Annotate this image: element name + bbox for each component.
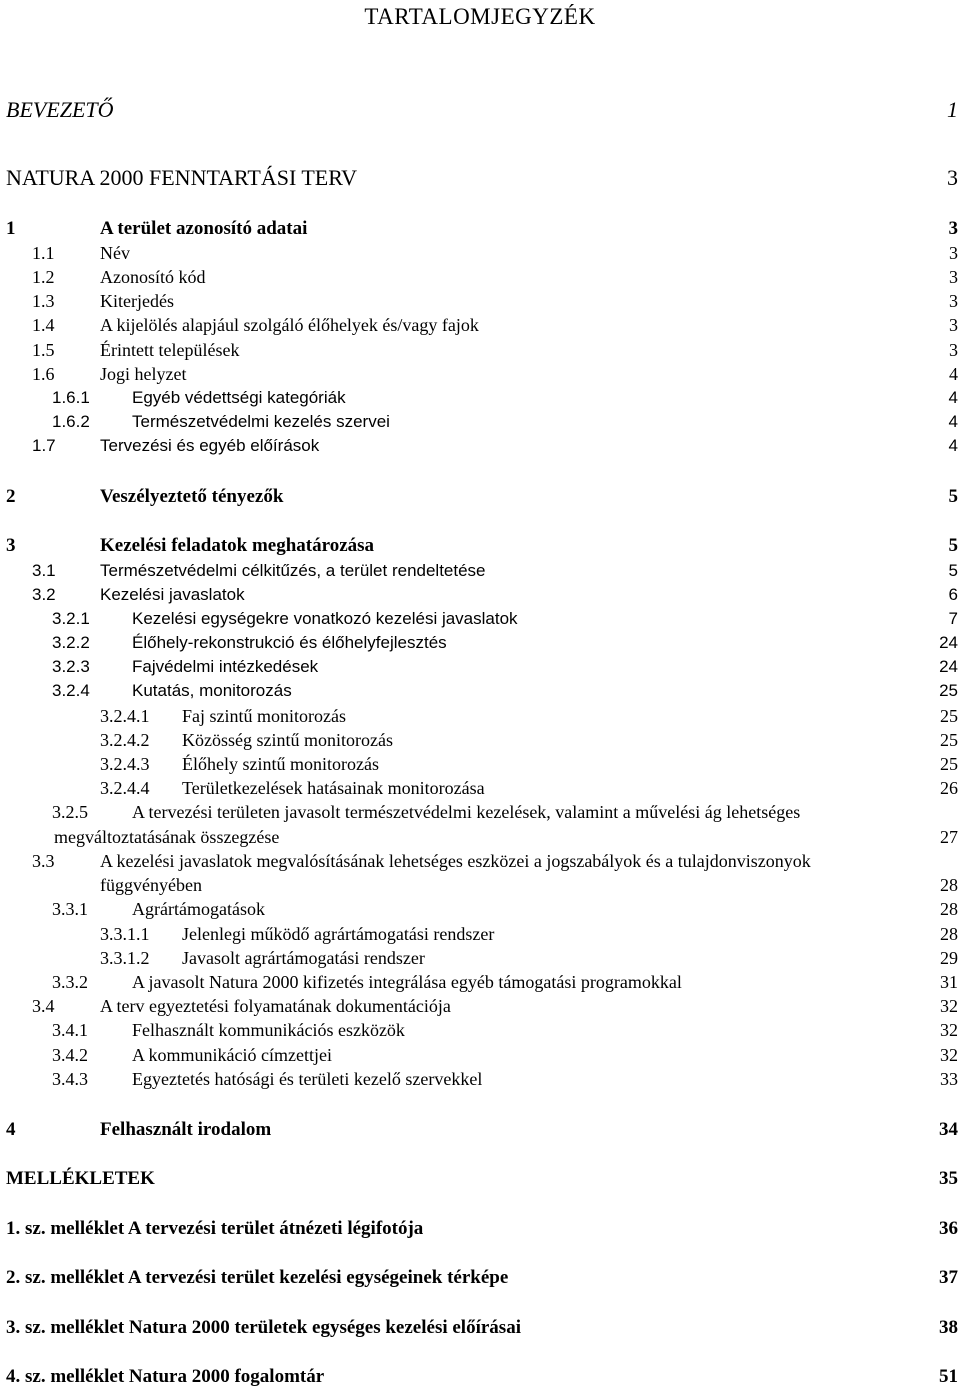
toc-entry-title: BEVEZETŐ <box>6 97 114 122</box>
toc-entry[interactable] <box>0 994 960 1018</box>
toc-entry[interactable] <box>0 631 960 655</box>
toc-entry[interactable] <box>0 946 960 970</box>
toc-entry-number: 1.6.2 <box>52 412 90 431</box>
toc-entry-title: Kiterjedés <box>100 291 174 311</box>
toc-entry-number: 3.3.2 <box>52 972 88 992</box>
toc-entry-page-number: 3 <box>949 291 958 311</box>
toc-entry-page-number: 33 <box>940 1069 958 1089</box>
toc-entry-title: függvényében <box>100 875 202 895</box>
toc-entry-page-number: 4 <box>948 412 958 431</box>
toc-entry-number: 2 <box>6 486 16 507</box>
toc-entry-number: 3.3.1.1 <box>100 924 150 944</box>
toc-entry-title: Veszélyeztető tényezők <box>100 486 284 507</box>
toc-entry-page-number: 29 <box>940 948 958 968</box>
toc-entry[interactable] <box>0 873 960 897</box>
toc-entry-title: 1. sz. melléklet A tervezési terület átnézeti légifotója <box>6 1218 424 1239</box>
toc-entry[interactable] <box>0 289 960 313</box>
toc-entry[interactable] <box>0 825 960 849</box>
toc-entry-title: A kijelölés alapjául szolgáló élőhelyek és/vagy fajok <box>100 315 479 335</box>
toc-entry[interactable] <box>0 728 960 752</box>
toc-entry-page-number: 5 <box>948 561 958 580</box>
toc-entry-title: Természetvédelmi célkitűzés, a terület rendeltetése <box>100 561 486 580</box>
toc-entry[interactable] <box>0 217 960 241</box>
toc-entry-number: 1.1 <box>32 243 55 263</box>
toc-entry-title: MELLÉKLETEK <box>6 1168 155 1189</box>
toc-entry-title: Területkezelések hatásainak monitorozása <box>182 778 485 798</box>
toc-entry[interactable] <box>0 752 960 776</box>
toc-entry-page-number: 24 <box>939 633 958 652</box>
toc-entry-title: Közösség szintű monitorozás <box>182 730 393 750</box>
toc-entry-number: 3.2.4.3 <box>100 754 150 774</box>
toc-entry-page-number: 28 <box>940 924 958 944</box>
toc-entry-title: Egyéb védettségi kategóriák <box>132 388 346 407</box>
toc-entry-number: 1 <box>6 218 16 239</box>
toc-entry-title: Felhasznált irodalom <box>100 1119 272 1140</box>
toc-entry-page-number: 3 <box>949 267 958 287</box>
toc-entry-number: 1.2 <box>32 267 55 287</box>
toc-entry-page-number: 3 <box>947 165 958 190</box>
toc-entry-page-number: 3 <box>949 243 958 263</box>
toc-entry-number: 3.2.4.1 <box>100 706 150 726</box>
toc-entry-number: 3.2 <box>32 585 56 604</box>
toc-entry-number: 3.4.2 <box>52 1045 88 1065</box>
toc-entry-title: A kezelési javaslatok megvalósításának lehetséges eszközei a jogszabályok és a tulajdonviszonyok <box>100 851 811 871</box>
toc-entry[interactable] <box>0 1018 960 1042</box>
toc-entry[interactable] <box>0 338 960 362</box>
toc-entry-title: Agrártámogatások <box>132 899 265 919</box>
toc-entry-number: 3.3 <box>32 851 55 871</box>
toc-entry-page-number: 4 <box>948 388 958 407</box>
toc-entry-number: 1.3 <box>32 291 55 311</box>
toc-entry-page-number: 3 <box>948 218 958 239</box>
toc-entry-page-number: 5 <box>948 535 958 556</box>
toc-entry[interactable] <box>0 607 960 631</box>
toc-entry[interactable] <box>0 313 960 337</box>
toc-entry-page-number: 1 <box>947 97 958 122</box>
toc-entry-title: Élőhely szintű monitorozás <box>182 754 379 774</box>
toc-entry-number: 3.4 <box>32 996 55 1016</box>
toc-entry-page-number: 37 <box>939 1267 958 1288</box>
toc-entry-number: 3.1 <box>32 561 56 580</box>
toc-entry[interactable] <box>0 1365 960 1389</box>
toc-entry[interactable] <box>0 1043 960 1067</box>
toc-entry-number: 3.2.1 <box>52 609 90 628</box>
toc-entry[interactable] <box>0 704 960 728</box>
toc-entry-page-number: 7 <box>948 609 958 628</box>
toc-entry-number: 3.2.5 <box>52 802 88 822</box>
toc-entry-title: A kommunikáció címzettjei <box>132 1045 332 1065</box>
toc-entry-number: 3.2.4.2 <box>100 730 150 750</box>
toc-entry-page-number: 6 <box>948 585 958 604</box>
toc-entry-title: Felhasznált kommunikációs eszközök <box>132 1020 405 1040</box>
toc-entry[interactable] <box>0 776 960 800</box>
toc-entry[interactable] <box>0 922 960 946</box>
toc-entry-title: A terv egyeztetési folyamatának dokumentációja <box>100 996 451 1016</box>
toc-entry-number: 4 <box>6 1119 16 1140</box>
toc-entry-page-number: 24 <box>939 657 958 676</box>
toc-entry-page-number: 31 <box>940 972 958 992</box>
toc-entry-page-number: 32 <box>940 1045 958 1065</box>
toc-entry-title: Kutatás, monitorozás <box>132 681 292 700</box>
toc-entry-page-number: 35 <box>939 1168 958 1189</box>
toc-entry-page-number: 4 <box>949 364 958 384</box>
toc-entry-page-number: 34 <box>939 1119 958 1140</box>
toc-entry-title: Kezelési feladatok meghatározása <box>100 535 375 556</box>
toc-entry-title: Érintett települések <box>100 340 240 360</box>
toc-entry-title: 3. sz. melléklet Natura 2000 területek egységes kezelési előírásai <box>6 1317 521 1338</box>
toc-entry-title: Tervezési és egyéb előírások <box>100 436 320 455</box>
toc-entry[interactable] <box>0 96 960 124</box>
toc-entry-page-number: 38 <box>939 1317 958 1338</box>
toc-entry-number: 3.3.1.2 <box>100 948 150 968</box>
toc-entry-page-number: 28 <box>940 875 958 895</box>
toc-entry[interactable] <box>0 534 960 558</box>
toc-entry-number: 3.2.4 <box>52 681 90 700</box>
toc-entry-page-number: 32 <box>940 996 958 1016</box>
toc-entry-title: A tervezési területen javasolt természetvédelmi kezelések, valamint a művelési ág lehetséges <box>132 802 801 822</box>
toc-entry[interactable] <box>0 897 960 921</box>
toc-entry[interactable] <box>0 485 960 509</box>
toc-entry[interactable] <box>0 970 960 994</box>
toc-entry-page-number: 36 <box>939 1218 958 1239</box>
toc-entry-title: megváltoztatásának összegzése <box>54 827 280 847</box>
toc-entry-title: Természetvédelmi kezelés szervei <box>132 412 390 431</box>
toc-entry[interactable] <box>0 1118 960 1142</box>
toc-entry-page-number: 27 <box>940 827 958 847</box>
toc-entry-number: 1.6.1 <box>52 388 90 407</box>
toc-entry-page-number: 5 <box>948 486 958 507</box>
toc-entry-title: Kezelési egységekre vonatkozó kezelési javaslatok <box>132 609 518 628</box>
toc-entry-page-number: 26 <box>940 778 958 798</box>
toc-entry-title: Egyeztetés hatósági és területi kezelő szervekkel <box>132 1069 483 1089</box>
toc-entry-title: A terület azonosító adatai <box>100 218 308 239</box>
toc-entry[interactable] <box>0 362 960 386</box>
toc-entry-number: 1.6 <box>32 364 55 384</box>
toc-entry-title: Javasolt agrártámogatási rendszer <box>182 948 425 968</box>
toc-entry[interactable] <box>0 559 960 583</box>
toc-entry-page-number: 3 <box>949 340 958 360</box>
toc-entry[interactable] <box>0 1067 960 1091</box>
toc-entry-number: 3.3.1 <box>52 899 88 919</box>
toc-entry-page-number: 25 <box>939 681 958 700</box>
toc-entry-page-number: 32 <box>940 1020 958 1040</box>
toc-entry-number: 3.2.2 <box>52 633 90 652</box>
page-title: TARTALOMJEGYZÉK <box>364 4 596 29</box>
toc-entry[interactable] <box>0 386 960 410</box>
toc-entry-page-number: 25 <box>940 730 958 750</box>
toc-entry-title: Azonosító kód <box>100 267 206 287</box>
toc-entry-number: 3.4.3 <box>52 1069 88 1089</box>
toc-entry[interactable] <box>0 1217 960 1241</box>
toc-entry-title: Fajvédelmi intézkedések <box>132 657 319 676</box>
toc-entry[interactable] <box>0 583 960 607</box>
toc-entry-title: Élőhely-rekonstrukció és élőhelyfejlesztés <box>132 633 447 652</box>
toc-entry-page-number: 25 <box>940 706 958 726</box>
toc-entry-number: 3.4.1 <box>52 1020 88 1040</box>
toc-entry[interactable] <box>0 1266 960 1290</box>
toc-entry[interactable] <box>0 849 960 873</box>
toc-entry-page-number: 25 <box>940 754 958 774</box>
toc-entry-page-number: 28 <box>940 899 958 919</box>
toc-entry-number: 3 <box>6 535 16 556</box>
toc-entry[interactable] <box>0 655 960 679</box>
toc-entry-number: 1.7 <box>32 436 56 455</box>
toc-entry[interactable] <box>0 241 960 265</box>
toc-entry[interactable] <box>0 410 960 434</box>
toc-entry-number: 3.2.4.4 <box>100 778 150 798</box>
toc-entry[interactable] <box>0 800 960 824</box>
toc-entry-title: NATURA 2000 FENNTARTÁSI TERV <box>6 165 358 190</box>
toc-entry-page-number: 51 <box>939 1366 958 1387</box>
toc-entry[interactable] <box>0 1167 960 1191</box>
toc-entry-number: 1.5 <box>32 340 55 360</box>
toc-entry-title: Kezelési javaslatok <box>100 585 245 604</box>
toc-entry[interactable] <box>0 434 960 458</box>
toc-entry[interactable] <box>0 679 960 703</box>
toc-entry-title: Jogi helyzet <box>100 364 187 384</box>
toc-entry[interactable] <box>0 265 960 289</box>
toc-entry[interactable] <box>0 164 960 192</box>
toc-entry-title: A javasolt Natura 2000 kifizetés integrálása egyéb támogatási programokkal <box>132 972 682 992</box>
toc-entry-title: Jelenlegi működő agrártámogatási rendszer <box>182 924 495 944</box>
toc-entry-number: 1.4 <box>32 315 55 335</box>
toc-entry-title: 2. sz. melléklet A tervezési terület kezelési egységeinek térképe <box>6 1267 509 1288</box>
toc-entry-title: Név <box>100 243 130 263</box>
toc-entry-title: 4. sz. melléklet Natura 2000 fogalomtár <box>6 1366 325 1387</box>
toc-entry-title: Faj szintű monitorozás <box>182 706 346 726</box>
toc-entry-number: 3.2.3 <box>52 657 90 676</box>
toc-entry-page-number: 4 <box>948 436 958 455</box>
toc-entry[interactable] <box>0 1316 960 1340</box>
toc-entry-page-number: 3 <box>949 315 958 335</box>
